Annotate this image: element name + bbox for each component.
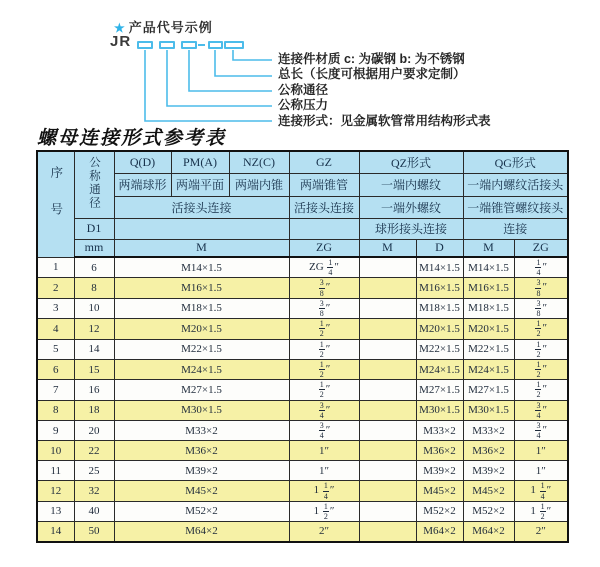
cell-qz_d: M30×1.5 (416, 400, 463, 420)
header-qz-m: M (359, 239, 416, 257)
table-row (37, 441, 568, 461)
cell-qg_m: M30×1.5 (463, 400, 514, 420)
cell-m: M64×2 (114, 522, 289, 542)
cell-qz_d: M27×1.5 (416, 380, 463, 400)
cell-m: M20×1.5 (114, 319, 289, 339)
cell-qg_zg: $\frac{1}{2}$ ″ (514, 359, 568, 379)
cell-gz: ZG $\frac{1}{4}$ ″ (289, 257, 359, 278)
cell-qg_m: M14×1.5 (463, 257, 514, 278)
cell-qz_d: M52×2 (416, 501, 463, 521)
cell-gz: $\frac{3}{8}$ ″ (289, 298, 359, 318)
header-pm-a: PM(A) (171, 151, 229, 173)
diagram-labels (278, 52, 491, 129)
cell-qz_m (359, 522, 416, 542)
cell-dn: 10 (74, 298, 114, 318)
cell-qg_m: M22×1.5 (463, 339, 514, 359)
cell-qz_m (359, 421, 416, 441)
header-nominal-diameter: 公称通径 (74, 151, 114, 218)
cell-gz: 1 $\frac{1}{2}$ ″ (289, 501, 359, 521)
cell-qg_zg: 1″ (514, 461, 568, 481)
table-header (37, 151, 568, 257)
cell-qg_zg: $\frac{1}{4}$ ″ (514, 257, 568, 278)
header-nz-desc: 两端内锥 (229, 173, 289, 196)
cell-no: 10 (37, 441, 74, 461)
cell-no: 4 (37, 319, 74, 339)
cell-m: M45×2 (114, 481, 289, 501)
header-qg-zg: ZG (514, 239, 568, 257)
cell-no: 11 (37, 461, 74, 481)
cell-qz_d: M18×1.5 (416, 298, 463, 318)
cell-qg_m: M27×1.5 (463, 380, 514, 400)
header-qz-connection: 球形接头连接 (359, 218, 463, 239)
cell-qg_zg: $\frac{3}{4}$ ″ (514, 400, 568, 420)
cell-qz_d: M64×2 (416, 522, 463, 542)
cell-m: M39×2 (114, 461, 289, 481)
cell-gz: $\frac{1}{2}$ ″ (289, 380, 359, 400)
cell-m: M27×1.5 (114, 380, 289, 400)
cell-qg_m: M18×1.5 (463, 298, 514, 318)
cell-no: 14 (37, 522, 74, 542)
cell-no: 5 (37, 339, 74, 359)
cell-qg_zg: 2″ (514, 522, 568, 542)
table-row (37, 421, 568, 441)
table-row (37, 278, 568, 298)
diagram-label: 总长（长度可根据用户要求定制） (278, 67, 466, 82)
cell-dn: 12 (74, 319, 114, 339)
header-d1: D1 (74, 218, 114, 239)
diagram-label: 公称通径 (278, 82, 329, 97)
cell-dn: 40 (74, 501, 114, 521)
cell-dn: 25 (74, 461, 114, 481)
cell-m: M18×1.5 (114, 298, 289, 318)
nut-connection-table (36, 150, 569, 543)
cell-dn: 32 (74, 481, 114, 501)
cell-qg_m: M24×1.5 (463, 359, 514, 379)
table-row (37, 400, 568, 420)
cell-gz: 2″ (289, 522, 359, 542)
cell-dn: 18 (74, 400, 114, 420)
cell-m: M30×1.5 (114, 400, 289, 420)
cell-gz: $\frac{3}{4}$ ″ (289, 421, 359, 441)
header-qg-m: M (463, 239, 514, 257)
table-row (37, 339, 568, 359)
cell-dn: 16 (74, 380, 114, 400)
cell-qg_m: M45×2 (463, 481, 514, 501)
cell-qg_zg: $\frac{3}{4}$ ″ (514, 421, 568, 441)
cell-gz: $\frac{3}{4}$ ″ (289, 400, 359, 420)
cell-no: 7 (37, 380, 74, 400)
cell-gz: $\frac{3}{8}$ ″ (289, 278, 359, 298)
cell-qz_d: M33×2 (416, 421, 463, 441)
cell-qg_m: M20×1.5 (463, 319, 514, 339)
table-row (37, 461, 568, 481)
header-qg-form: QG形式 (463, 151, 568, 173)
cell-dn: 22 (74, 441, 114, 461)
header-m-thread: M (114, 239, 289, 257)
cell-qz_d: M36×2 (416, 441, 463, 461)
header-gz-connection: 活接头连接 (289, 196, 359, 218)
cell-qz_d: M22×1.5 (416, 339, 463, 359)
cell-qg_m: M36×2 (463, 441, 514, 461)
header-mm: mm (74, 239, 114, 257)
cell-qg_m: M39×2 (463, 461, 514, 481)
cell-no: 6 (37, 359, 74, 379)
table-row (37, 522, 568, 542)
cell-dn: 6 (74, 257, 114, 278)
cell-qz_m (359, 339, 416, 359)
header-empty (114, 218, 289, 239)
cell-no: 9 (37, 421, 74, 441)
cell-qz_m (359, 319, 416, 339)
cell-dn: 20 (74, 421, 114, 441)
cell-qz_m (359, 481, 416, 501)
cell-qg_zg: $\frac{1}{2}$ ″ (514, 339, 568, 359)
header-union-connection: 活接头连接 (114, 196, 289, 218)
star-icon: ★ (114, 21, 126, 35)
cell-m: M36×2 (114, 441, 289, 461)
cell-qg_zg: $\frac{3}{8}$ ″ (514, 278, 568, 298)
cell-qg_m: M33×2 (463, 421, 514, 441)
cell-m: M16×1.5 (114, 278, 289, 298)
cell-gz: 1 $\frac{1}{4}$ ″ (289, 481, 359, 501)
cell-qz_m (359, 380, 416, 400)
cell-qz_d: M24×1.5 (416, 359, 463, 379)
table-row (37, 359, 568, 379)
cell-gz: $\frac{1}{2}$ ″ (289, 319, 359, 339)
cell-qg_m: M52×2 (463, 501, 514, 521)
cell-qg_m: M64×2 (463, 522, 514, 542)
header-qz-d: D (416, 239, 463, 257)
cell-qz_m (359, 278, 416, 298)
header-q-desc: 两端球形 (114, 173, 171, 196)
cell-qg_zg: $\frac{3}{8}$ ″ (514, 298, 568, 318)
cell-m: M52×2 (114, 501, 289, 521)
cell-qz_d: M16×1.5 (416, 278, 463, 298)
cell-m: M24×1.5 (114, 359, 289, 379)
cell-m: M33×2 (114, 421, 289, 441)
header-qg-desc2: 一端锥管螺纹接头 (463, 196, 568, 218)
cell-qg_m: M16×1.5 (463, 278, 514, 298)
cell-qz_m (359, 257, 416, 278)
cell-no: 3 (37, 298, 74, 318)
diagram-label: 连接件材质 c: 为碳钢 b: 为不锈钢 (278, 52, 465, 66)
cell-qz_d: M39×2 (416, 461, 463, 481)
cell-qz_m (359, 461, 416, 481)
cell-qg_zg: 1 $\frac{1}{2}$ ″ (514, 501, 568, 521)
cell-m: M14×1.5 (114, 257, 289, 278)
cell-dn: 14 (74, 339, 114, 359)
table-row (37, 298, 568, 318)
cell-no: 12 (37, 481, 74, 501)
header-qg-desc1: 一端内螺纹活接头 (463, 173, 568, 196)
table-title: 螺母连接形式参考表 (37, 128, 227, 149)
cell-qg_zg: 1″ (514, 441, 568, 461)
header-qz-desc1: 一端内螺纹 (359, 173, 463, 196)
header-nz-c: NZ(C) (229, 151, 289, 173)
header-seq: 序号 (37, 151, 74, 257)
cell-qg_zg: $\frac{1}{2}$ ″ (514, 319, 568, 339)
cell-qz_d: M20×1.5 (416, 319, 463, 339)
cell-dn: 8 (74, 278, 114, 298)
cell-no: 8 (37, 400, 74, 420)
cell-qz_m (359, 501, 416, 521)
cell-gz: 1″ (289, 461, 359, 481)
cell-qz_m (359, 359, 416, 379)
header-q-d: Q(D) (114, 151, 171, 173)
table-row (37, 319, 568, 339)
table-row (37, 257, 568, 278)
cell-qz_m (359, 298, 416, 318)
cell-qz_d: M14×1.5 (416, 257, 463, 278)
header-empty (289, 218, 359, 239)
cell-gz: 1″ (289, 441, 359, 461)
cell-qz_m (359, 400, 416, 420)
cell-gz: $\frac{1}{2}$ ″ (289, 339, 359, 359)
cell-qz_m (359, 441, 416, 461)
cell-dn: 50 (74, 522, 114, 542)
header-zg-thread: ZG (289, 239, 359, 257)
cell-gz: $\frac{1}{2}$ ″ (289, 359, 359, 379)
diagram-label: 公称压力 (278, 98, 329, 113)
header-qz-desc2: 一端外螺纹 (359, 196, 463, 218)
header-gz-desc: 两端锥管 (289, 173, 359, 196)
cell-m: M22×1.5 (114, 339, 289, 359)
product-code-prefix: JR (110, 33, 132, 50)
cell-dn: 15 (74, 359, 114, 379)
header-gz: GZ (289, 151, 359, 173)
cell-qg_zg: $\frac{1}{2}$ ″ (514, 380, 568, 400)
cell-no: 2 (37, 278, 74, 298)
header-qg-connection: 连接 (463, 218, 568, 239)
diagram-heading-text: 产品代号示例 (128, 20, 213, 35)
diagram-label: 连接形式：见金属软管常用结构形式表 (278, 113, 491, 128)
table-body (37, 257, 568, 542)
table-row (37, 501, 568, 521)
cell-no: 13 (37, 501, 74, 521)
cell-qg_zg: 1 $\frac{1}{4}$ ″ (514, 481, 568, 501)
cell-no: 1 (37, 257, 74, 278)
header-pm-desc: 两端平面 (171, 173, 229, 196)
cell-qz_d: M45×2 (416, 481, 463, 501)
header-qz-form: QZ形式 (359, 151, 463, 173)
table-row (37, 481, 568, 501)
table-row (37, 380, 568, 400)
